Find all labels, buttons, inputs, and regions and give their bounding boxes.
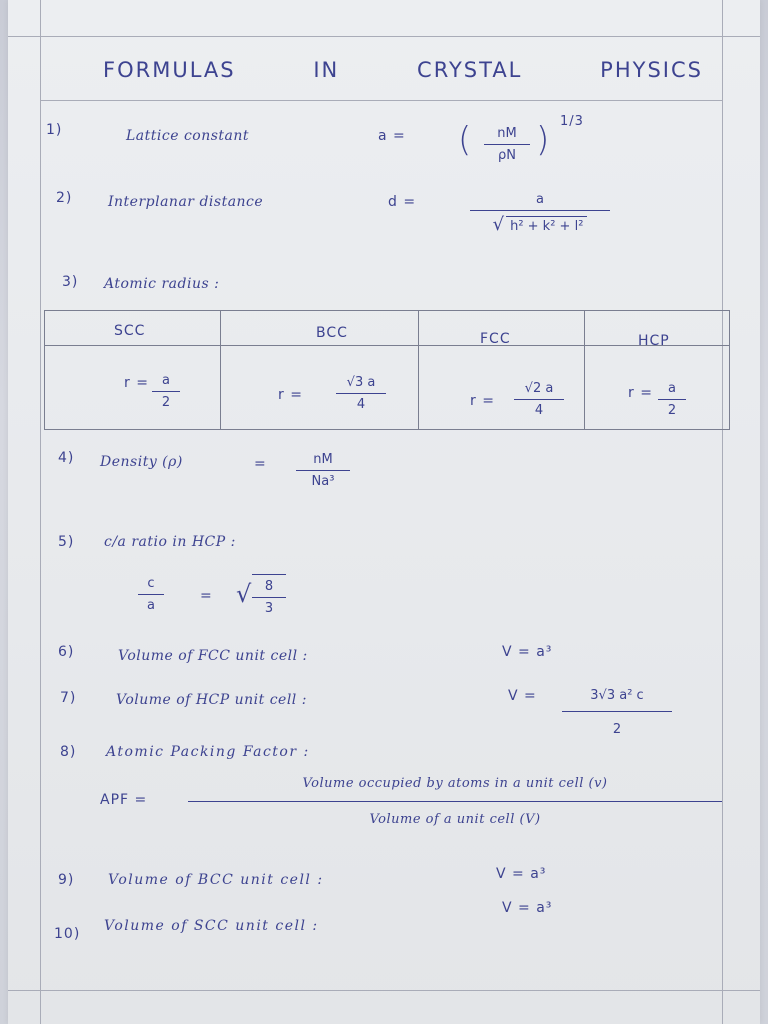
fraction-bar <box>514 399 564 400</box>
table-col-line <box>44 311 45 429</box>
fraction-bar <box>296 470 350 471</box>
equals-sign: = <box>254 456 267 472</box>
apf-fraction <box>188 776 722 827</box>
item-label: Volume of HCP unit cell : <box>116 692 307 708</box>
denominator: Na³ <box>311 474 335 489</box>
numerator: 3√3 a² c <box>590 688 644 703</box>
item-number: 9) <box>58 872 75 888</box>
denominator: 2 <box>161 395 171 410</box>
numerator: a <box>536 192 544 207</box>
header-rule-line <box>40 100 722 101</box>
fraction-bar <box>658 399 686 400</box>
ca-lhs-fraction <box>138 576 164 613</box>
density-fraction <box>296 452 350 489</box>
radicand: h² + k² + l² <box>506 216 587 234</box>
formula-lhs: APF = <box>100 792 148 808</box>
interplanar-fraction <box>470 192 610 235</box>
item-number: 8) <box>60 744 77 760</box>
top-rule-line <box>8 36 760 37</box>
numerator: √3 a <box>346 375 376 390</box>
item-number: 7) <box>60 690 77 706</box>
page-title <box>103 58 703 82</box>
title-word: FORMULAS <box>103 58 236 82</box>
item-number: 10) <box>54 926 81 942</box>
hcp-volume-fraction <box>562 688 672 737</box>
table-col-line <box>220 311 221 429</box>
title-word: CRYSTAL <box>417 58 523 82</box>
bottom-rule-line <box>8 990 760 991</box>
fraction-bar <box>252 597 286 598</box>
table-header-bcc: BCC <box>316 325 348 341</box>
item-label: c/a ratio in HCP : <box>104 534 236 550</box>
table-header-hcp: HCP <box>638 333 670 349</box>
right-margin-line <box>722 0 723 1024</box>
item-label: Atomic radius : <box>104 276 220 292</box>
formula-lhs: a = <box>378 128 406 144</box>
item-label: Volume of BCC unit cell : <box>108 872 324 888</box>
numerator: c <box>147 576 155 591</box>
hcp-lhs: r = <box>628 385 653 401</box>
numerator: a <box>162 373 170 388</box>
numerator: nM <box>497 126 517 141</box>
fraction-bar <box>188 801 722 802</box>
numerator: √2 a <box>524 381 554 396</box>
title-word: PHYSICS <box>600 58 703 82</box>
item-label: Interplanar distance <box>108 194 264 210</box>
fraction-bar <box>484 144 530 145</box>
atomic-radius-table <box>44 310 730 428</box>
denominator: Volume of a unit cell (V) <box>369 812 541 827</box>
numerator: nM <box>313 452 333 467</box>
scc-lhs: r = <box>124 375 149 391</box>
radical-sign: √ <box>492 214 505 235</box>
table-header-fcc: FCC <box>480 331 511 347</box>
denominator: 3 <box>264 601 274 616</box>
equals-sign: = <box>200 588 213 604</box>
table-col-line <box>418 311 419 429</box>
formula: V = a³ <box>496 866 547 882</box>
fraction-bar <box>336 393 386 394</box>
paren-close: ) <box>536 120 551 160</box>
item-number: 4) <box>58 450 75 466</box>
lattice-fraction <box>484 126 530 163</box>
notebook-page <box>8 0 760 1024</box>
numerator: a <box>668 381 676 396</box>
left-margin-line <box>40 0 41 1024</box>
item-label: Density (ρ) <box>100 454 183 470</box>
title-word: IN <box>313 58 340 82</box>
denominator: ρN <box>498 148 516 163</box>
item-number: 2) <box>56 190 73 206</box>
fraction-bar <box>562 711 672 712</box>
fcc-lhs: r = <box>470 393 495 409</box>
formula: V = a³ <box>502 900 553 916</box>
hcp-fraction <box>658 381 686 418</box>
denominator: 2 <box>612 722 622 737</box>
denominator: 4 <box>356 397 366 412</box>
numerator: Volume occupied by atoms in a unit cell (v) <box>302 776 608 791</box>
table-header-scc: SCC <box>114 323 146 339</box>
fraction-bar <box>138 594 164 595</box>
item-number: 5) <box>58 534 75 550</box>
scc-fraction <box>152 373 180 410</box>
item-label: Volume of FCC unit cell : <box>118 648 308 664</box>
bcc-lhs: r = <box>278 387 303 403</box>
item-label: Lattice constant <box>126 128 250 144</box>
paren-open: ( <box>458 120 473 160</box>
item-number: 6) <box>58 644 75 660</box>
exponent: 1/3 <box>560 114 584 129</box>
fraction-bar <box>470 210 610 211</box>
table-col-line <box>729 311 730 429</box>
item-label: Volume of SCC unit cell : <box>104 918 319 934</box>
formula-lhs: d = <box>388 194 417 210</box>
item-label: Atomic Packing Factor : <box>106 744 310 760</box>
denominator: 2 <box>667 403 677 418</box>
item-number: 3) <box>62 274 79 290</box>
bcc-fraction <box>336 375 386 412</box>
fcc-fraction <box>514 381 564 418</box>
fraction-bar <box>152 391 180 392</box>
denominator: a <box>147 598 155 613</box>
item-number: 1) <box>46 122 63 138</box>
numerator: 8 <box>264 579 274 594</box>
table-col-line <box>584 311 585 429</box>
table-header-rule <box>44 345 730 346</box>
formula-lhs: V = <box>508 688 537 704</box>
ca-radicand <box>252 574 286 616</box>
table-bottom-rule <box>44 429 730 430</box>
radical-sign: √ <box>236 580 253 608</box>
denominator <box>493 214 588 235</box>
denominator: 4 <box>534 403 544 418</box>
formula: V = a³ <box>502 644 553 660</box>
